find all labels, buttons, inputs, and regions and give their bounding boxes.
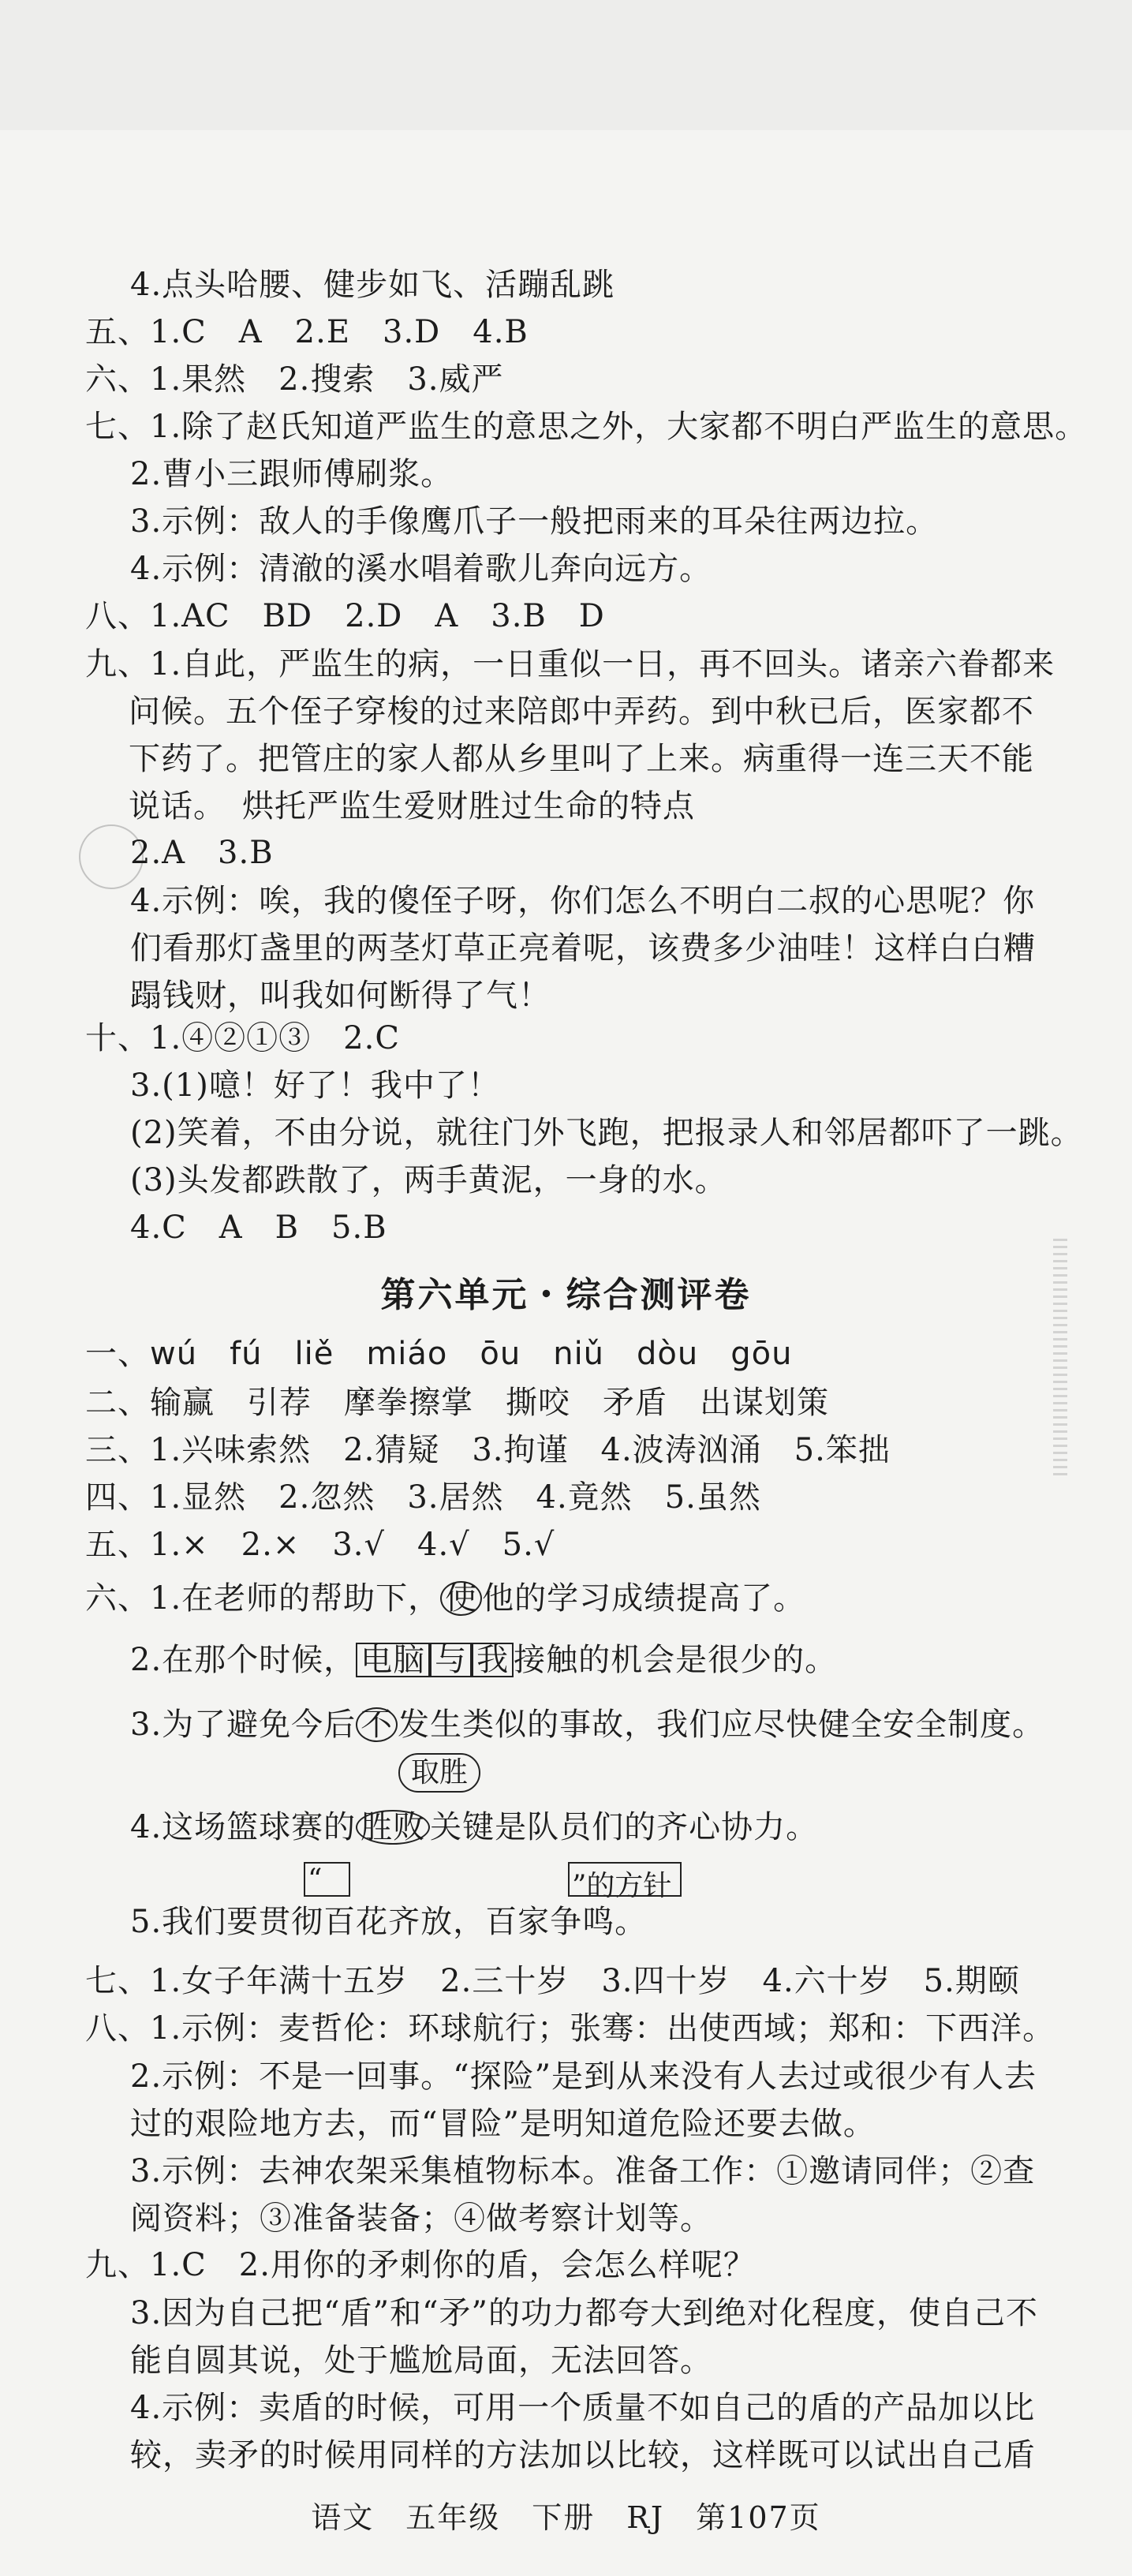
answer-line: 3.(1)噫！好了！我中了！ bbox=[130, 1067, 500, 1104]
scan-mark bbox=[1053, 1239, 1067, 1475]
correction-sentence: 3.为了避免今后 不 发生类似的事故，我们应尽快健全安全制度。 bbox=[130, 1707, 1045, 1743]
scan-top-band bbox=[0, 0, 1132, 130]
boxed-word: 与 bbox=[430, 1643, 472, 1677]
section-heading: 第六单元・综合测评卷 bbox=[380, 1275, 752, 1315]
page-footer: 语文 五年级 下册 RJ 第107页 bbox=[311, 2500, 821, 2535]
answer-line: 2.曹小三跟师傅刷浆。 bbox=[130, 456, 454, 492]
correction-note: 取胜 bbox=[398, 1753, 480, 1793]
answer-paragraph: 4.示例：卖盾的时候，可用一个质量不如自己的盾的产品加以比较，卖矛的时候用同样的方法加以比较，这样既可以试出自己盾 bbox=[130, 2390, 1036, 2473]
answer-line: (2)笑着，不由分说，就往门外飞跑，把报录人和邻居都吓了一跳。 bbox=[130, 1115, 1083, 1151]
answer-line: 八、1.示例：麦哲伦：环球航行；张骞：出使西域；郑和：下西洋。 bbox=[85, 2010, 1055, 2047]
circled-word: 不 bbox=[356, 1707, 398, 1742]
answer-paragraph: 九、1.自此，严监生的病，一日重似一日，再不回头。诸亲六眷都来问候。五个侄子穿梭的过来陪郎中弄药。到中秋已后，医家都不下药了。把管庄的家人都从乡里叫了上来。病重得一连三天不能说话。 烘托严监生爱财胜过生命的特点 bbox=[85, 646, 1055, 824]
answer-paragraph: 2.示例：不是一回事。“探险”是到从来没有人去过或很少有人去过的艰险地方去，而“冒险”是明知道危险还要去做。 bbox=[130, 2058, 1037, 2142]
circled-word: 使 bbox=[440, 1581, 482, 1616]
answer-line: 八、1.AC BD 2.D A 3.B D bbox=[85, 598, 605, 634]
answer-line: 4.示例：清澈的溪水唱着歌儿奔向远方。 bbox=[130, 551, 712, 587]
answer-line: 七、1.除了赵氏知道严监生的意思之外，大家都不明白严监生的意思。 bbox=[85, 409, 1088, 445]
answer-paragraph: 3.示例：去神农架采集植物标本。准备工作：①邀请同伴；②查阅资料；③准备装备；④做考察计划等。 bbox=[130, 2153, 1036, 2237]
circled-word: 胜败 bbox=[356, 1810, 430, 1845]
answer-paragraph: 3.因为自己把“盾”和“矛”的功力都夸大到绝对化程度，使自己不能自圆其说，处于尴尬局面，无法回答。 bbox=[130, 2295, 1038, 2379]
answer-line: 七、1.女子年满十五岁 2.三十岁 3.四十岁 4.六十岁 5.期颐 bbox=[85, 1963, 1020, 1999]
answer-line: 四、1.显然 2.忽然 3.居然 4.竟然 5.虽然 bbox=[85, 1479, 761, 1516]
correction-sentence: 5.我们要贯彻百花齐放，百家争鸣。 bbox=[130, 1904, 648, 1940]
boxed-word: 电脑 bbox=[356, 1643, 430, 1677]
correction-sentence: 2.在那个时候， 电脑 与 我 接触的机会是很少的。 bbox=[130, 1642, 838, 1678]
answer-line: 3.示例：敌人的手像鹰爪子一般把雨来的耳朵往两边拉。 bbox=[130, 503, 939, 540]
answer-line: 十、1.④②①③ 2.C bbox=[85, 1020, 400, 1056]
answer-line: (3)头发都跌散了，两手黄泥，一身的水。 bbox=[130, 1162, 727, 1198]
insert-quote-mark: “ bbox=[308, 1864, 323, 1896]
insert-note: ”的方针 bbox=[572, 1870, 672, 1902]
insert-box bbox=[304, 1862, 350, 1897]
correction-sentence: 六、1.在老师的帮助下， 使 他的学习成绩提高了。 bbox=[85, 1580, 806, 1617]
correction-sentence: 4.这场篮球赛的 胜败 关键是队员们的齐心协力。 bbox=[130, 1809, 819, 1845]
boxed-word: 我 bbox=[472, 1643, 514, 1677]
answer-line: 五、1.C A 2.E 3.D 4.B bbox=[85, 314, 529, 350]
answer-line: 五、1.× 2.× 3.√ 4.√ 5.√ bbox=[85, 1527, 555, 1563]
insert-box bbox=[568, 1862, 682, 1897]
answer-paragraph: 4.示例：唉，我的傻侄子呀，你们怎么不明白二叔的心思呢？你们看那灯盏里的两茎灯草正亮着呢，该费多少油哇！这样白白糟蹋钱财，叫我如何断得了气！ bbox=[130, 883, 1036, 1014]
answer-line: 三、1.兴味索然 2.猜疑 3.拘谨 4.波涛汹涌 5.笨拙 bbox=[85, 1432, 891, 1468]
answer-line: 4.点头哈腰、健步如飞、活蹦乱跳 bbox=[130, 267, 615, 303]
answer-line: 二、输赢 引荐 摩拳擦掌 撕咬 矛盾 出谋划策 bbox=[85, 1385, 829, 1421]
answer-line: 一、wú fú liě miáo ōu niǔ dòu gōu bbox=[85, 1336, 793, 1372]
answer-line: 六、1.果然 2.搜索 3.威严 bbox=[85, 361, 504, 398]
answer-line: 4.C A B 5.B bbox=[130, 1209, 387, 1246]
answer-line: 九、1.C 2.用你的矛刺你的盾，会怎么样呢？ bbox=[85, 2247, 756, 2283]
answer-line: 2.A 3.B bbox=[130, 835, 274, 871]
